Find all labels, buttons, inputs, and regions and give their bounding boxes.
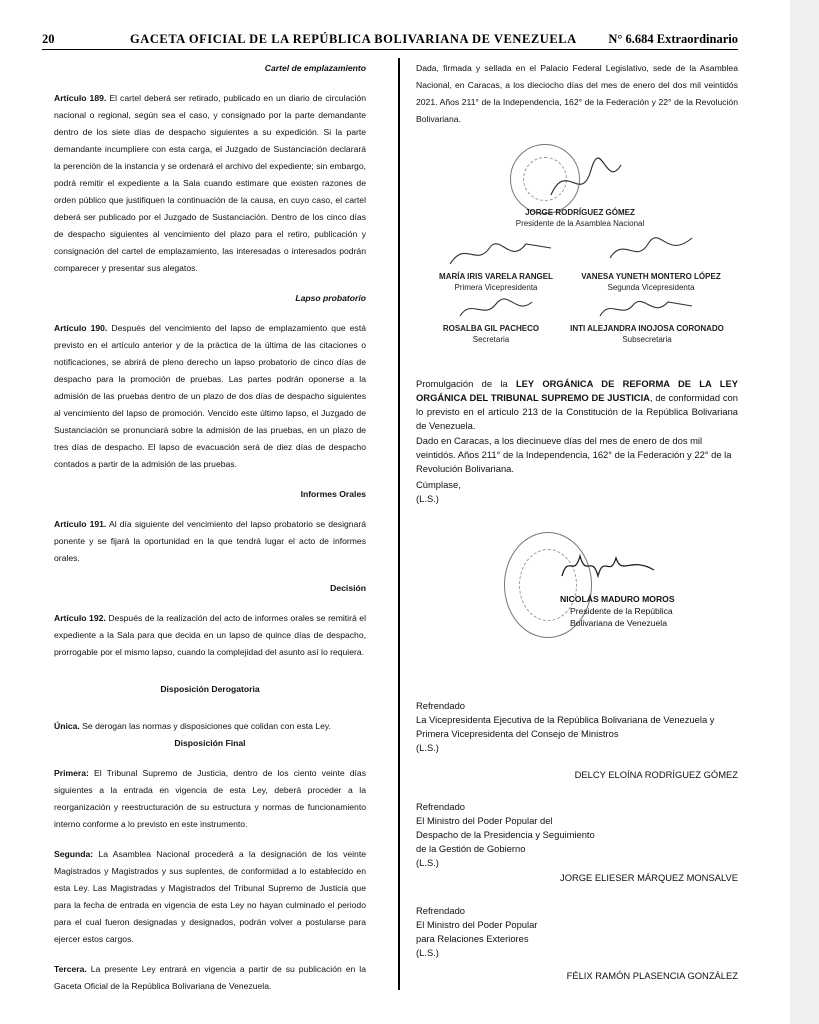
unica-provision	[54, 718, 366, 735]
signer-5-role: Subsecretaria	[622, 335, 672, 344]
countersign-1-name: DELCY ELOÍNA RODRÍGUEZ GÓMEZ	[574, 769, 738, 780]
president-name: NICOLÁS MADURO MOROS	[560, 594, 675, 604]
countersign-3-line-1: El Ministro del Poder Popular	[416, 919, 538, 930]
segunda-label: Segunda:	[54, 849, 94, 859]
article-190-label: Artículo 190.	[54, 323, 108, 333]
signer-4-name: ROSALBA GIL PACHECO	[442, 324, 540, 333]
countersign-3-line-2: para Relaciones Exteriores	[416, 933, 529, 944]
dado-paragraph: Dado en Caracas, a los diecinueve días del mes de enero de dos mil veintidós. Años 211° de la Independencia, 162° de la Federación y 22° de la Revolución Bolivariana.	[416, 435, 732, 474]
tercera-provision	[54, 961, 366, 995]
article-189-text: El cartel deberá ser retirado, publicado en un diario de circulación nacional o regional, según sea el caso, y consignado por la parte demandante dentro de los siete días de despacho siguientes a su expedición. Si la parte demandante incumpliere con esta carga, el Juzgado de Sustanciación declarará la perención de la instancia y se ordenará el archivo del expediente; sin embargo, podrá remitir el expediente a la Sala cuando estimare que existen razones de orden público que justifiquen la continuación de la causa, en cuyo caso, el cartel deberá ser publicado por el Juzgado de Sustanciación. Dentro de los cinco días de despacho siguientes al vencimiento del plazo para el retiro, publicación y consignación del cartel de emplazamiento, las interesadas o interesados podrán comparecer y presentar sus alegatos.	[54, 93, 366, 273]
signer-3-role: Segunda Vicepresidenta	[607, 283, 695, 292]
article-192	[54, 610, 366, 661]
page-header	[42, 30, 738, 50]
promulgation-pre: Promulgación de la	[416, 378, 516, 389]
law-title: LEY ORGÁNICA DE REFORMA DE LA LEY ORGÁNICA DEL TRIBUNAL SUPREMO DE JUSTICIA	[416, 378, 738, 403]
article-192-text: Después de la realización del acto de informes orales se remitirá el expediente a la Sala para que decida en un lapso de quince días de despacho, prorrogable por el mismo lapso, cuando la complejidad del asunto así lo requiera.	[54, 613, 366, 657]
signer-3-name: VANESA YUNETH MONTERO LÓPEZ	[581, 272, 721, 281]
countersign-3-ls: (L.S.)	[416, 947, 439, 958]
countersign-2-ls: (L.S.)	[416, 857, 439, 868]
section-heading-cartel: Cartel de emplazamiento	[264, 63, 366, 73]
primera-provision	[54, 765, 366, 833]
article-191-text: Al día siguiente del vencimiento del lapso probatorio se designará ponente y se fijará la oportunidad en la que tendrá lugar el acto de informes orales.	[54, 519, 366, 563]
article-191	[54, 516, 366, 567]
section-heading-informes: Informes Orales	[300, 489, 366, 499]
signer-1-name: JORGE RODRÍGUEZ GÓMEZ	[525, 208, 635, 217]
signature-scribble-icon	[606, 230, 696, 270]
countersign-2-line-3: de la Gestión de Gobierno	[416, 843, 526, 854]
countersign-1	[416, 699, 738, 755]
dada-paragraph: Dada, firmada y sellada en el Palacio Federal Legislativo, sede de la Asamblea Nacional, en Caracas, a los dieciocho días del mes de enero del dos mil veintidós 2021. Años 211° de la Independencia, 162° de la Federación y 22° de la Revolución Bolivariana.	[416, 63, 738, 124]
unica-text: Se derogan las normas y disposiciones que colidan con esta Ley.	[79, 721, 331, 731]
signer-1-role: Presidente de la Asamblea Nacional	[515, 219, 645, 228]
promulgation-paragraph	[416, 377, 738, 433]
section-heading-derogatoria: Disposición Derogatoria	[160, 684, 260, 694]
countersign-2-line-2: Despacho de la Presidencia y Seguimiento	[416, 829, 595, 840]
article-190	[54, 320, 366, 473]
countersign-2	[416, 800, 738, 870]
gazette-title: GACETA OFICIAL DE LA REPÚBLICA BOLIVARIANA DE VENEZUELA	[130, 32, 577, 46]
article-189	[54, 90, 366, 277]
signer-2-name: MARÍA IRIS VARELA RANGEL	[439, 272, 553, 281]
article-192-label: Artículo 192.	[54, 613, 106, 623]
signer-2-role: Primera Vicepresidenta	[454, 283, 538, 292]
unica-label: Única.	[54, 721, 80, 731]
column-divider	[398, 58, 400, 990]
segunda-text: La Asamblea Nacional procederá a la designación de los veinte Magistrados y Magistrados y sus suplentes, de conformidad a lo establecido en esta Ley. Las Magistradas y Magistrados del Tribunal Supremo de Justicia que para la fecha de entrada en vigencia de esta Ley no hayan culminado el periodo para el cual fueron designadas y designados, podrán volver a postularse para ejercer estos cargos.	[54, 849, 366, 944]
primera-text: El Tribunal Supremo de Justicia, dentro de los ciento veinte días siguientes a la entrada en vigencia de esta Ley, deberá proceder a la reorganización y reestructuración de su estructura y normas de funcionamiento interno conforme a lo previsto en este instrumento.	[54, 768, 366, 829]
tercera-label: Tercera.	[54, 964, 87, 974]
signer-4-role: Secretaria	[472, 335, 510, 344]
president-role-1: Presidente de la República	[570, 606, 673, 616]
article-189-label: Artículo 189.	[54, 93, 107, 103]
ls-mark: (L.S.)	[416, 493, 439, 504]
page-number: 20	[42, 32, 55, 46]
cumplase-text: Cúmplase,	[416, 479, 461, 490]
countersign-2-line-1: El Ministro del Poder Popular del	[416, 815, 553, 826]
section-heading-decision: Decisión	[330, 583, 366, 593]
signer-5-name: INTI ALEJANDRA INOJOSA CORONADO	[570, 324, 724, 333]
promulgation-post: , de conformidad con lo previsto en el artículo 213 de la Constitución de la República Bolivariana de Venezuela.	[416, 392, 738, 431]
presidential-signature-icon	[558, 546, 658, 586]
countersign-3-label: Refrendado	[416, 905, 465, 916]
countersign-1-ls: (L.S.)	[416, 742, 439, 753]
countersign-3-name: FÉLIX RAMÓN PLASENCIA GONZÁLEZ	[566, 970, 738, 981]
assembly-signatures	[416, 142, 738, 352]
signature-scribble-icon	[546, 150, 626, 210]
signature-scribble-icon	[446, 234, 556, 274]
countersign-2-label: Refrendado	[416, 801, 465, 812]
signature-scribble-icon	[456, 294, 536, 324]
countersign-2-name: JORGE ELIESER MÁRQUEZ MONSALVE	[560, 872, 738, 883]
signature-scribble-icon	[596, 292, 696, 324]
president-role-2: Bolivariana de Venezuela	[570, 618, 667, 628]
section-heading-final: Disposición Final	[174, 738, 246, 748]
countersign-3	[416, 904, 738, 960]
left-column	[54, 60, 366, 995]
segunda-provision	[54, 846, 366, 948]
countersign-1-label: Refrendado	[416, 700, 465, 711]
section-heading-lapso: Lapso probatorio	[295, 293, 366, 303]
tercera-text: La presente Ley entrará en vigencia a partir de su publicación en la Gaceta Oficial de la República Bolivariana de Venezuela.	[54, 964, 366, 991]
issue-number: N° 6.684 Extraordinario	[608, 32, 738, 46]
article-191-label: Artículo 191.	[54, 519, 107, 529]
countersign-1-text: La Vicepresidenta Ejecutiva de la República Bolivariana de Venezuela y Primera Vicepresidenta del Consejo de Ministros	[416, 714, 715, 739]
article-190-text: Después del vencimiento del lapso de emplazamiento que está previsto en el artículo anterior y de la práctica de la última de las citaciones o notificaciones, se abrirá de pleno derecho un lapso probatorio de cinco días de despacho para la promoción de pruebas. Las partes podrán oponerse a la admisión de las pruebas dentro de un plazo de dos días de despacho siguientes al vencimiento del lapso de promoción. Vencido este último lapso, el Juzgado de Sustanciación se pronunciará sobre la admisión de las pruebas, en un plazo de tres días de despacho. El lapso de evacuación será de diez días de despacho contados a partir de la admisión de las pruebas.	[54, 323, 366, 469]
primera-label: Primera:	[54, 768, 89, 778]
